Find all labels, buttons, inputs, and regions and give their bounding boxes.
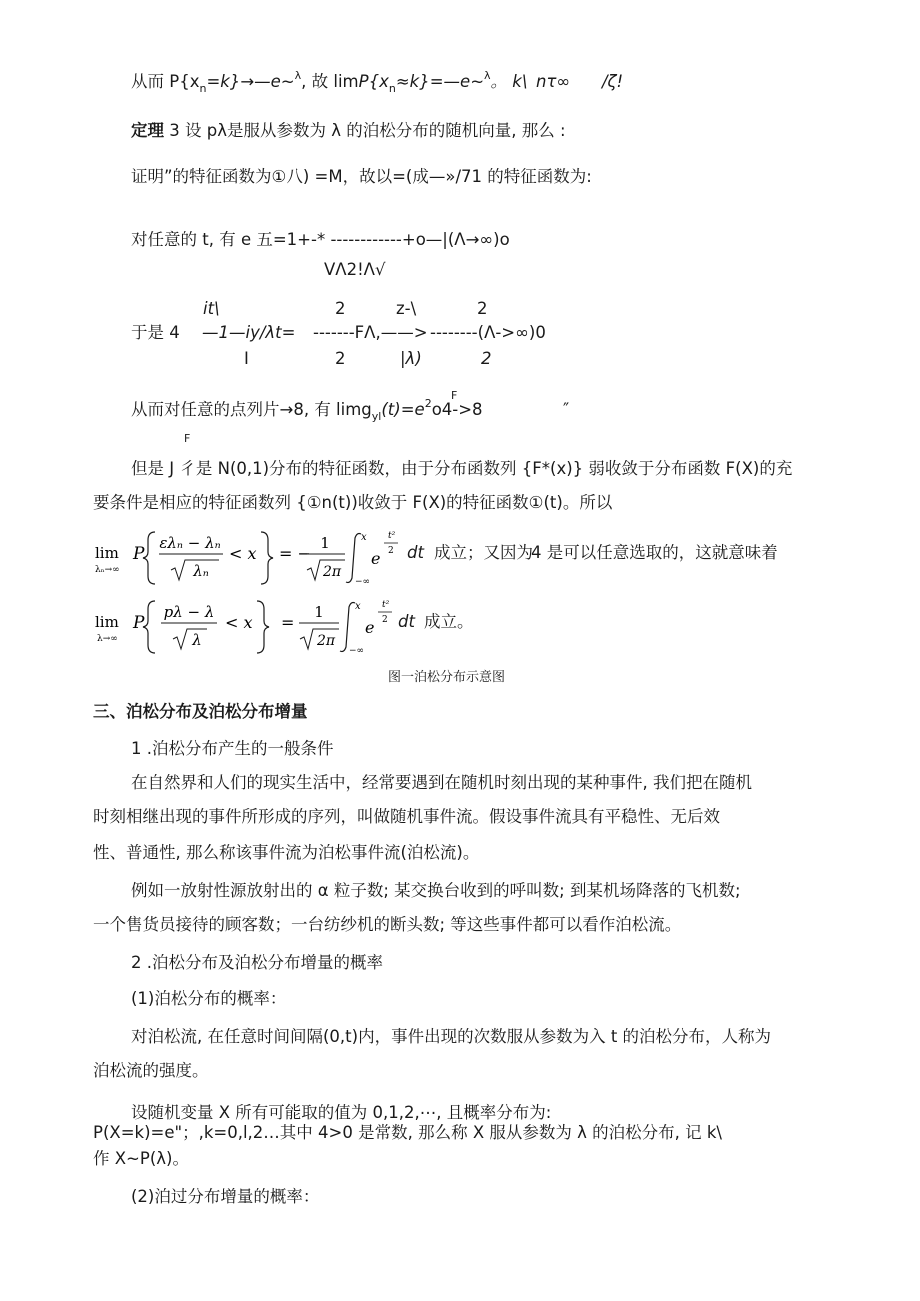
sqrt-sign — [173, 629, 207, 649]
fraction-top: z-\ — [396, 299, 417, 318]
fraction-middle: —1—iy/λt= — [202, 323, 296, 342]
one: 1 — [320, 534, 330, 552]
fraction-bottom: 2 — [481, 349, 492, 368]
less-than-x: < x — [225, 613, 253, 632]
text-segment: P{x — [358, 72, 389, 91]
exponent-numerator: t² — [382, 600, 390, 610]
fraction-denominator: λ — [192, 631, 202, 649]
exp-base: e — [371, 549, 381, 568]
fraction-numerator: pλ − λ — [163, 603, 215, 621]
superscript: λ — [294, 69, 302, 82]
theorem-label: 定理 — [131, 121, 164, 140]
text-segment: ≈k}=—e~ — [395, 72, 485, 91]
para5-line3: 作 X~P(λ)。 — [93, 1149, 189, 1168]
fraction-middle: -------FΛ,——> — [313, 323, 428, 342]
subheading-2: (2)泊过分布增量的概率： — [131, 1187, 320, 1206]
integral-sign — [346, 534, 361, 583]
probability-symbol: P — [133, 613, 145, 633]
right-brace — [261, 532, 273, 584]
subscript: n — [388, 82, 396, 95]
yushi-label: 于是 4 — [131, 323, 180, 342]
text-segment: 从而对任意的点列片→8, 有 limg — [131, 400, 372, 419]
exponent-denominator: 2 — [388, 546, 394, 556]
right-brace — [257, 601, 269, 653]
item-2-heading: 2 .泊松分布及泊松分布增量的概率 — [131, 953, 383, 972]
limit-statement-line — [131, 71, 527, 95]
limit-condition: nτ∞ — [536, 72, 571, 91]
fraction-top: 2 — [335, 299, 346, 318]
integral-sign — [340, 603, 355, 652]
theorem-text: 设 pλ是服从参数为 λ 的泊松分布的随机向量, 那么 : — [185, 121, 566, 140]
text-segment: , 故 lim — [301, 72, 359, 91]
text-segment: 从而 P{x — [131, 72, 200, 91]
fraction-middle: --------(Λ->∞)0 — [430, 323, 546, 342]
two-pi: 2π — [316, 633, 336, 649]
para5-line2: P(X=k)=e"；,k=0,l,2…其中 4>0 是常数, 那么称 X 服从参数为 λ 的泊松分布, 记 k\ — [93, 1123, 722, 1142]
text-segment: (t)=e — [381, 400, 425, 419]
lower-limit: −∞ — [349, 646, 365, 656]
lower-mark: F — [184, 432, 191, 445]
probability-symbol: P — [133, 544, 145, 564]
conclusion-text: 成立。 — [424, 612, 474, 631]
subscript: yl — [371, 410, 382, 423]
item-1-heading: 1 .泊松分布产生的一般条件 — [131, 739, 334, 758]
theorem-number: 3 — [169, 121, 180, 140]
taylor-line: 对任意的 t, 有 e 五=1+-* ------------+o—|(Λ→∞)o — [131, 230, 510, 249]
section-heading: 三、泊松分布及泊松分布增量 — [93, 702, 308, 721]
text-segment: =k}→—e~ — [206, 72, 295, 91]
less-than-x: < x — [229, 544, 257, 563]
exp-base: e — [365, 618, 375, 637]
fraction-top: 2 — [477, 299, 488, 318]
differential: dt — [407, 543, 424, 562]
proof-line: 证明”的特征函数为①八) =M，故以=(成—»/71 的特征函数为: — [131, 167, 592, 186]
fraction-bottom: |λ) — [400, 349, 422, 368]
para3-line2: 一个售货员接待的顾客数；一台纺纱机的断头数; 等这些事件都可以看作泊松流。 — [93, 915, 682, 934]
subheading-1: (1)泊松分布的概率： — [131, 989, 287, 1008]
exponent-denominator: 2 — [382, 615, 388, 625]
para2-line3: 性、普通性, 那么称该事件流为泊松事件流(泊松流)。 — [93, 843, 480, 862]
pointwise-limit-line — [131, 399, 483, 423]
equals-minus: = − — [279, 544, 311, 563]
text-segment: o4->8 — [431, 400, 483, 419]
para1-line1: 但是 J 彳是 N(0,1)分布的特征函数，由于分布函数列 {F*(x)} 弱收敛于分布函数 F(X)的充 — [131, 459, 793, 478]
lim-subscript: λ→∞ — [97, 634, 118, 644]
superscript: 2 — [424, 397, 432, 410]
para2-line1: 在自然界和人们的现实生活中，经常要遇到在随机时刻出现的某种事件, 我们把在随机 — [131, 773, 752, 792]
subscript: n — [199, 82, 207, 95]
quote-mark: ″ — [563, 400, 570, 419]
para4-line1: 对泊松流, 在任意时间间隔(0,t)内，事件出现的次数服从参数为入 t 的泊松分布，人称为 — [131, 1027, 772, 1046]
conclusion-tail: 4 是可以任意选取的，这就意味着 — [531, 543, 778, 562]
fraction-top: it\ — [203, 299, 220, 318]
lower-limit: −∞ — [355, 577, 371, 587]
upper-mark: F — [451, 389, 458, 402]
limit-mark: /ζ! — [602, 72, 624, 91]
taylor-denominator: VΛ2!Λ√ — [324, 260, 386, 279]
formula-1 — [93, 526, 413, 590]
lim-text: lim — [95, 613, 119, 631]
lim-subscript: λₙ→∞ — [95, 565, 120, 575]
left-brace — [143, 532, 155, 584]
equals: = — [281, 613, 295, 632]
figure-caption: 图一泊松分布示意图 — [388, 670, 506, 685]
text-segment: 。 k\ — [490, 72, 528, 91]
para2-line2: 时刻相继出现的事件所形成的序列，叫做随机事件流。假设事件流具有平稳性、无后效 — [93, 807, 720, 826]
differential: dt — [398, 612, 415, 631]
upper-limit: x — [361, 532, 367, 543]
two-pi: 2π — [322, 564, 342, 580]
fraction-bottom: 2 — [335, 349, 346, 368]
left-brace — [143, 601, 155, 653]
formula-2 — [93, 595, 413, 659]
superscript: λ — [484, 69, 491, 82]
one: 1 — [314, 603, 324, 621]
theorem-3 — [131, 120, 566, 142]
exponent-numerator: t² — [388, 531, 396, 541]
lim-text: lim — [95, 544, 119, 562]
fraction-numerator: ελₙ − λₙ — [159, 534, 221, 552]
fraction-bottom: I — [244, 349, 249, 368]
conclusion-text: 成立；又因为 — [434, 543, 533, 562]
para3-line1: 例如一放射性源放射出的 α 粒子数; 某交换台收到的呼叫数; 到某机场降落的飞机数; — [131, 881, 741, 900]
para1-line2: 要条件是相应的特征函数列 {①n(t))收敛于 F(X)的特征函数①(t)。所以 — [93, 493, 613, 512]
para5-line1: 设随机变量 X 所有可能取的值为 0,1,2,⋯, 且概率分布为: — [131, 1103, 552, 1122]
upper-limit: x — [355, 601, 361, 612]
fraction-denominator: λₙ — [193, 562, 209, 580]
para4-line2: 泊松流的强度。 — [93, 1061, 209, 1080]
